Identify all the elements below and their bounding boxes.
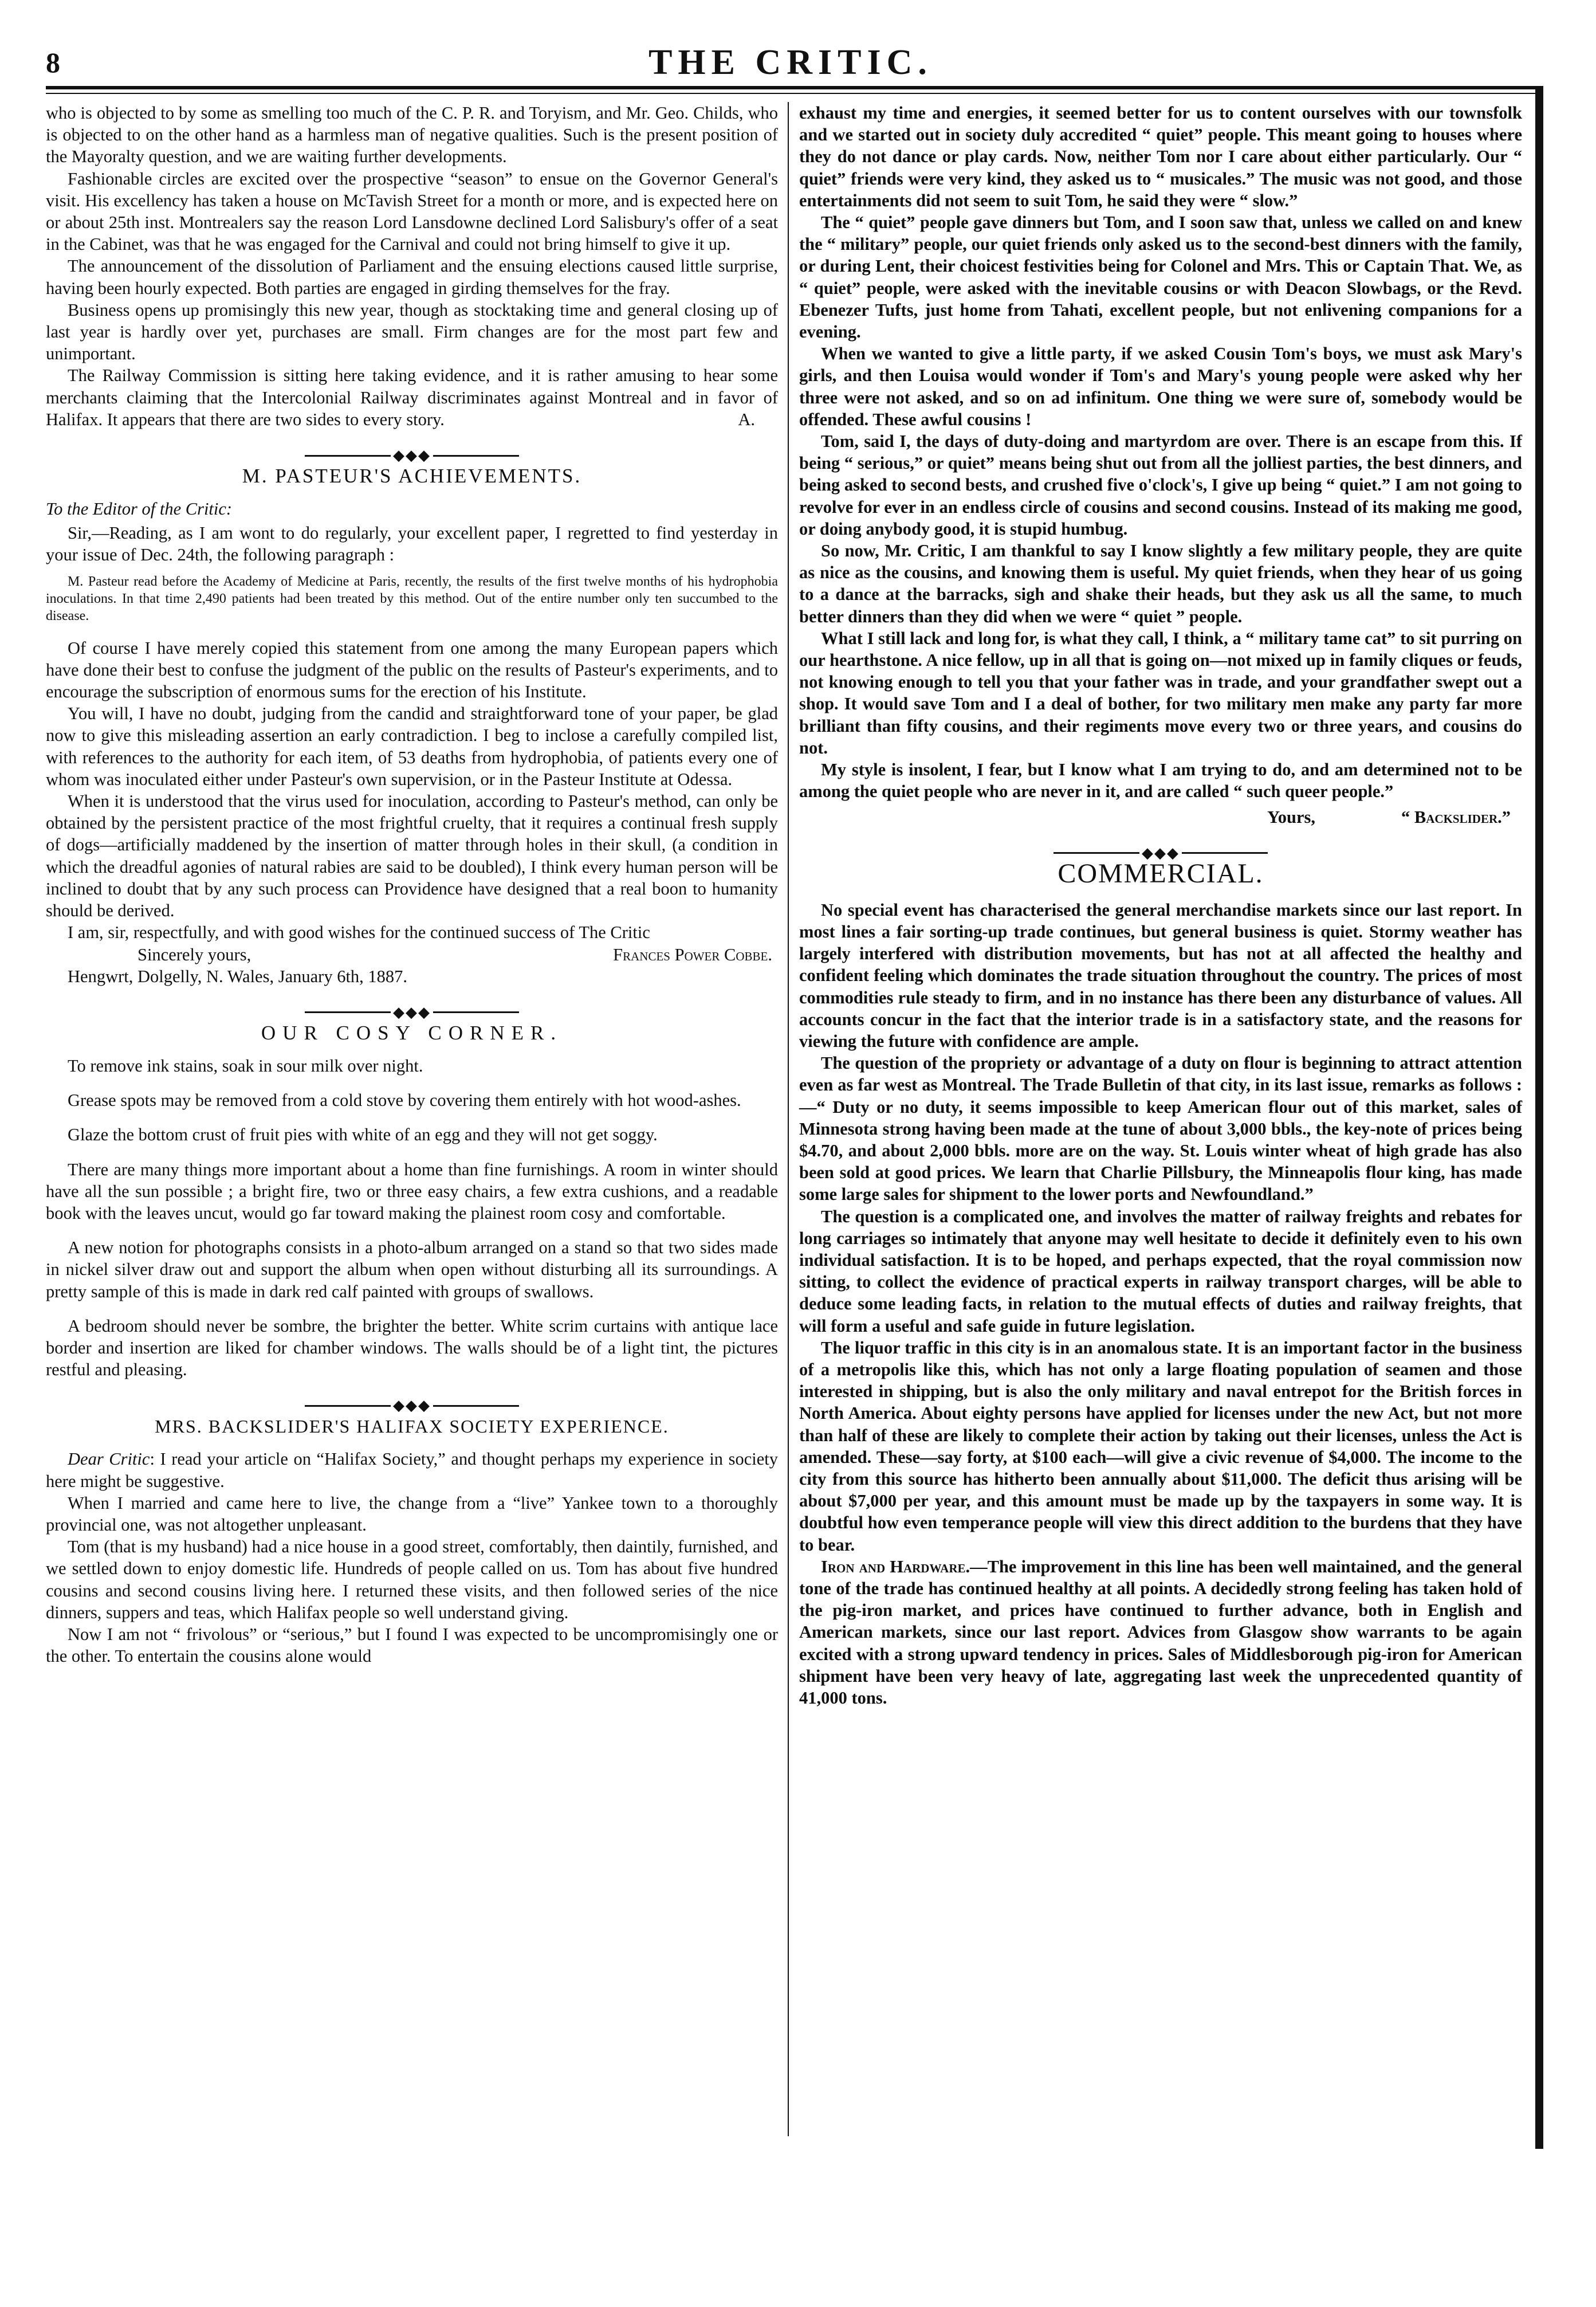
column-divider	[788, 102, 789, 2136]
page-header	[46, 34, 1535, 86]
paragraph	[46, 1448, 778, 1492]
paragraph: So now, Mr. Critic, I am thankful to say I know slightly a few military people, they are quite as nice as the cousins, and knowing them is useful. My quiet friends, when they hear of us going to a dance at the barracks, sigh and shake their heads, but they ask us all the same, to much better dinners than they did when we were “ quiet ” people.	[799, 541, 1522, 626]
masthead: THE CRITIC.	[648, 43, 933, 82]
paragraph: The question of the propriety or advantage of a duty on flour is beginning to attract attention even as far west as Montreal. The Trade Bulletin of that city, in its last issue, remarks as follows :—“ Duty or no duty, it seems impossible to keep American flour out of this market, sales of Minnesota strong having been made at the tune of about 3,000 bbls., the key-note of prices being $4.70, and about 2,000 bbls. more are on the way. St. Louis winter wheat of high grade has also been sold at good prices. We learn that Charlie Pillsbury, the Minneapolis flour king, has made some large sales for shipment to the lower ports and Newfoundland.”	[799, 1053, 1522, 1204]
signature-row	[799, 806, 1522, 828]
header-rule-thin	[46, 93, 1535, 94]
paragraph: Of course I have merely copied this statement from one among the many European papers which have done their best to confuse the judgment of the public on the results of Pasteur's experiments, and to encourage the subscription of enormous sums for the erection of his Institute.	[46, 638, 778, 702]
signature: Frances Power Cobbe.	[613, 944, 772, 964]
railway-text: The Railway Commission is sitting here taking evidence, and it is rather amusing to hear some merchants claiming that the Intercolonial Railway discriminates against Montreal and in favor of Halifax. It appears that there are two sides to every story.	[46, 366, 778, 429]
left-column	[46, 102, 778, 1667]
paragraph: A new notion for photographs consists in a photo-album arranged on a stand so that two sides made in nickel silver draw out and support the album when open without disturbing all its surroundings. A pretty sample of this is made in dark red calf painted with groups of swallows.	[46, 1238, 778, 1301]
paragraph: Tom, said I, the days of duty-doing and martyrdom are over. There is an escape from this. If being “ serious,” or quiet” means being shut out from all the jolliest parties, the best dinners, and being asked to second bests, and crushed five o'clock's, I give up being “ quiet.” I am not going to revolve for ever in an endless circle of cousins and second cousins. Instead of its making me good, or doing anybody good, it is stupid humbug.	[799, 431, 1522, 539]
paragraph: The liquor traffic in this city is in an anomalous state. It is an important factor in the business of a metropolis like this, which has not only a large floating population of seamen and those interested in shipping, but is also the only military and naval entrepot for the British forces in North America. About eighty persons have applied for licenses under the new Act, but not more than half of these are likely to complete their action by taking out their licenses, unless the Act is amended. These—say forty, at $100 each—will give a civic revenue of $4,000. The income to the city from this source has hitherto been annually about $11,000. The deficit thus arising will be about $7,000 per year, and this amount must be made up by the taxpayers in some way. It is doubtful how even temperance people will view this direct addition to the burdens that they have to bear.	[799, 1337, 1522, 1555]
paragraph: Glaze the bottom crust of fruit pies with white of an egg and they will not get soggy.	[68, 1125, 658, 1145]
section-ornament: ◆◆◆	[799, 841, 1522, 853]
paragraph: Tom (that is my husband) had a nice house in a good street, comfortably, then daintily, furnished, and we settled down to enjoy domestic life. Hundreds of people called on us. Tom has about five hundred cousins and second cousins living here. I returned these visits, and then followed series of the nice dinners, suppers and teas, which Halifax people so well understand giving.	[46, 1537, 778, 1622]
paragraph: No special event has characterised the general merchandise markets since our last report. In most lines a fair sorting-up trade continues, but general business is quiet. Stormy weather has largely interfered with distribution movements, but has not at all affected the healthy and confident feeling which dominates the trade situation throughout the country. The prices of most commodities rule steady to firm, and in no instance has there been any disturbance of values. All accounts concur in the fact that the interior trade is in a satisfactory state, and the reasons for viewing the future with confidence are ample.	[799, 900, 1522, 1051]
paragraph: Business opens up promisingly this new year, though as stocktaking time and general closing up of last year is hardly over yet, purchases are small. Firm changes are for the most part few and unimportant.	[46, 300, 778, 364]
quoted-paragraph: M. Pasteur read before the Academy of Medicine at Paris, recently, the results of the first twelve months of his hydrophobia inoculations. In that time 2,490 patients had been treated by this method. Out of the entire number only ten succumbed to the disease.	[46, 574, 778, 623]
paragraph: Now I am not “ frivolous” or “serious,” but I found I was expected to be uncompromisingly one or the other. To entertain the cousins alone would	[46, 1624, 778, 1666]
section-ornament: ◆◆◆	[46, 1000, 778, 1013]
sincerely: Sincerely yours,	[137, 944, 251, 964]
header-rule	[46, 86, 1535, 89]
section-title-backslider: MRS. BACKSLIDER'S HALIFAX SOCIETY EXPERIENCE.	[155, 1416, 669, 1437]
paragraph: When we wanted to give a little party, if we asked Cousin Tom's boys, we must ask Mary's girls, and then Louisa would wonder if Tom's and Mary's young people were asked why her three were not asked, and so on ad infinitum. One thing we were sure of, somebody would be offended. These awful cousins !	[799, 344, 1522, 429]
section-title-cosy: OUR COSY CORNER.	[261, 1021, 563, 1044]
paragraph: The “ quiet” people gave dinners but Tom, and I soon saw that, unless we called on and knew the “ military” people, our quiet friends only asked us to the second-best dinners with the family, or during Lent, their choicest festivities being for Colonel and Mrs. This or Captain That. We, as “ quiet” people, were asked with the inevitable cousins or with Deacon Slowbags, or the Revd. Ebenezer Tufts, just home from Tahati, excellent people, but not enlivening companions for a evening.	[799, 213, 1522, 342]
paragraph: The question is a complicated one, and involves the matter of railway freights and rebates for long carriages so intimately that anyone may well hesitate to decide it definitely even to his own individual satisfaction. It is to be hoped, and perhaps expected, that the royal commission now sitting, to collect the evidence of practical experts in railway transport charges, will be able to deduce some leading facts, in relation to the mutual effects of duties and railway freights, that will form a useful and safe guide in future legislation.	[799, 1206, 1522, 1336]
paragraph: What I still lack and long for, is what they call, I think, a “ military tame cat” to sit purring on our hearthstone. A nice fellow, up in all that is going on—not mixed up in family cliques or feuds, not knowing enough to tell you that your father was in trade, and your grandfather swept out a shop. It would save Tom and I a deal of bother, for two military men make any party far more brilliant than fifty cousins, and their regiments move every two or three years, and cousins do not.	[799, 628, 1522, 758]
paragraph: When I married and came here to live, the change from a “live” Yankee town to a thoroughly provincial one, was not altogether unpleasant.	[46, 1493, 778, 1535]
page-number: 8	[46, 46, 60, 79]
paragraph: My style is insolent, I fear, but I know what I am trying to do, and am determined not to be among the quiet people who are never in it, and are called “ such queer people.”	[799, 760, 1522, 802]
signature: A.	[738, 409, 755, 429]
paragraph	[799, 1556, 1522, 1709]
right-column	[799, 102, 1522, 1709]
page-edge-shadow	[1535, 86, 1543, 2149]
paragraph: When it is understood that the virus used for inoculation, according to Pasteur's method, can only be obtained by the persistent practice of the most frightful cruelty, that it requires a continual fresh supply of dogs—artificially maddened by the insertion of matter through holes in their skull, (a condition in which the dreadful agonies of natural rabies are said to be doubled), I think every human person will be inclined to doubt that by any such process can Providence have designed that a real boon to humanity should be derived.	[46, 791, 778, 921]
paragraph: Grease spots may be removed from a cold stove by covering them entirely with hot wood-ashes.	[68, 1090, 741, 1111]
paragraph: I am, sir, respectfully, and with good wishes for the continued success of The Critic	[68, 923, 650, 943]
subheading-iron: Iron and Hardware.	[821, 1556, 970, 1576]
dateline: Hengwrt, Dolgelly, N. Wales, January 6th, 1887.	[68, 966, 408, 986]
section-ornament: ◆◆◆	[46, 1393, 778, 1406]
paragraph: exhaust my time and energies, it seemed better for us to content ourselves with our townsfolk and we started out in society duly accredited “ quiet” people. This meant going to houses where they do not dance or play cards. Now, neither Tom nor I care about either particularly. Our “ quiet” friends were very kind, they asked us to “ musicales.” The music was not good, and those entertainments did not seem to suit Tom, he said they were “ slow.”	[799, 103, 1522, 210]
salutation: Dear Critic	[68, 1449, 150, 1469]
letter-intro: : I read your article on “Halifax Society,” and thought perhaps my experience in society here might be suggestive.	[46, 1449, 778, 1491]
yours: Yours,	[1267, 807, 1316, 827]
paragraph: To remove ink stains, soak in sour milk over night.	[68, 1056, 423, 1076]
paragraph: You will, I have no doubt, judging from the candid and straightforward tone of your paper, be glad now to give this misleading assertion an early contradiction. I beg to inclose a carefully compiled list, with references to the authority for each item, of 53 deaths from hydrophobia, of patients every one of whom was inoculated either under Pasteur's own supervision, or in the Pasteur Institute at Odessa.	[46, 704, 778, 789]
paragraph: who is objected to by some as smelling too much of the C. P. R. and Toryism, and Mr. Geo. Childs, who is objected to on the other hand as a harmless man of negative qualities. Such is the present position of the Mayoralty question, and we are waiting further developments.	[46, 103, 778, 167]
paragraph: A bedroom should never be sombre, the brighter the better. White scrim curtains with antique lace border and insertion are liked for chamber windows. The walls should be of a light tint, the pictures restful and pleasing.	[46, 1316, 778, 1380]
section-title-pasteur: M. PASTEUR'S ACHIEVEMENTS.	[242, 465, 582, 488]
paragraph: Sir,—Reading, as I am wont to do regularly, your excellent paper, I regretted to find yesterday in your issue of Dec. 24th, the following paragraph :	[46, 523, 778, 565]
paragraph: The announcement of the dissolution of Parliament and the ensuing elections caused little surprise, having been hourly expected. Both parties are engaged in girding themselves for the fray.	[46, 256, 778, 298]
iron-text: —The improvement in this line has been well maintained, and the general tone of the trade has continued healthy at all points. A decidedly strong feeling has taken hold of the pig-iron market, and prices have continued to further advance, both in English and American markets, since our last report. Advices from Glasgow show warrants to be again excited with a strong upward tendency in prices. Sales of Middlesborough pig-iron for American shipment have been very heavy of late, aggregating last week the unprecedented quantity of 41,000 tons.	[799, 1556, 1523, 1708]
paragraph: There are many things more important about a home than fine furnishings. A room in winter should have all the sun possible ; a bright fire, two or three easy chairs, a few extra cushions, and a readable book with the leaves uncut, would go far toward making the plainest room cosy and comfortable.	[46, 1159, 778, 1223]
paragraph: Fashionable circles are excited over the prospective “season” to ensue on the Governor General's visit. His excellency has taken a house on McTavish Street for a month or more, and is expected here on or about 25th inst. Montrealers say the reason Lord Lansdowne declined Lord Salisbury's offer of a seat in the Cabinet, was that he was engaged for the Carnival and could not bring himself to give it up.	[46, 168, 778, 254]
signature: “ Backslider.”	[1401, 807, 1511, 827]
addressee: To the Editor of the Critic:	[46, 499, 233, 519]
signature-row	[46, 944, 778, 966]
section-title-commercial: COMMERCIAL.	[1058, 858, 1264, 889]
paragraph	[46, 364, 778, 430]
section-ornament: ◆◆◆	[46, 443, 778, 456]
